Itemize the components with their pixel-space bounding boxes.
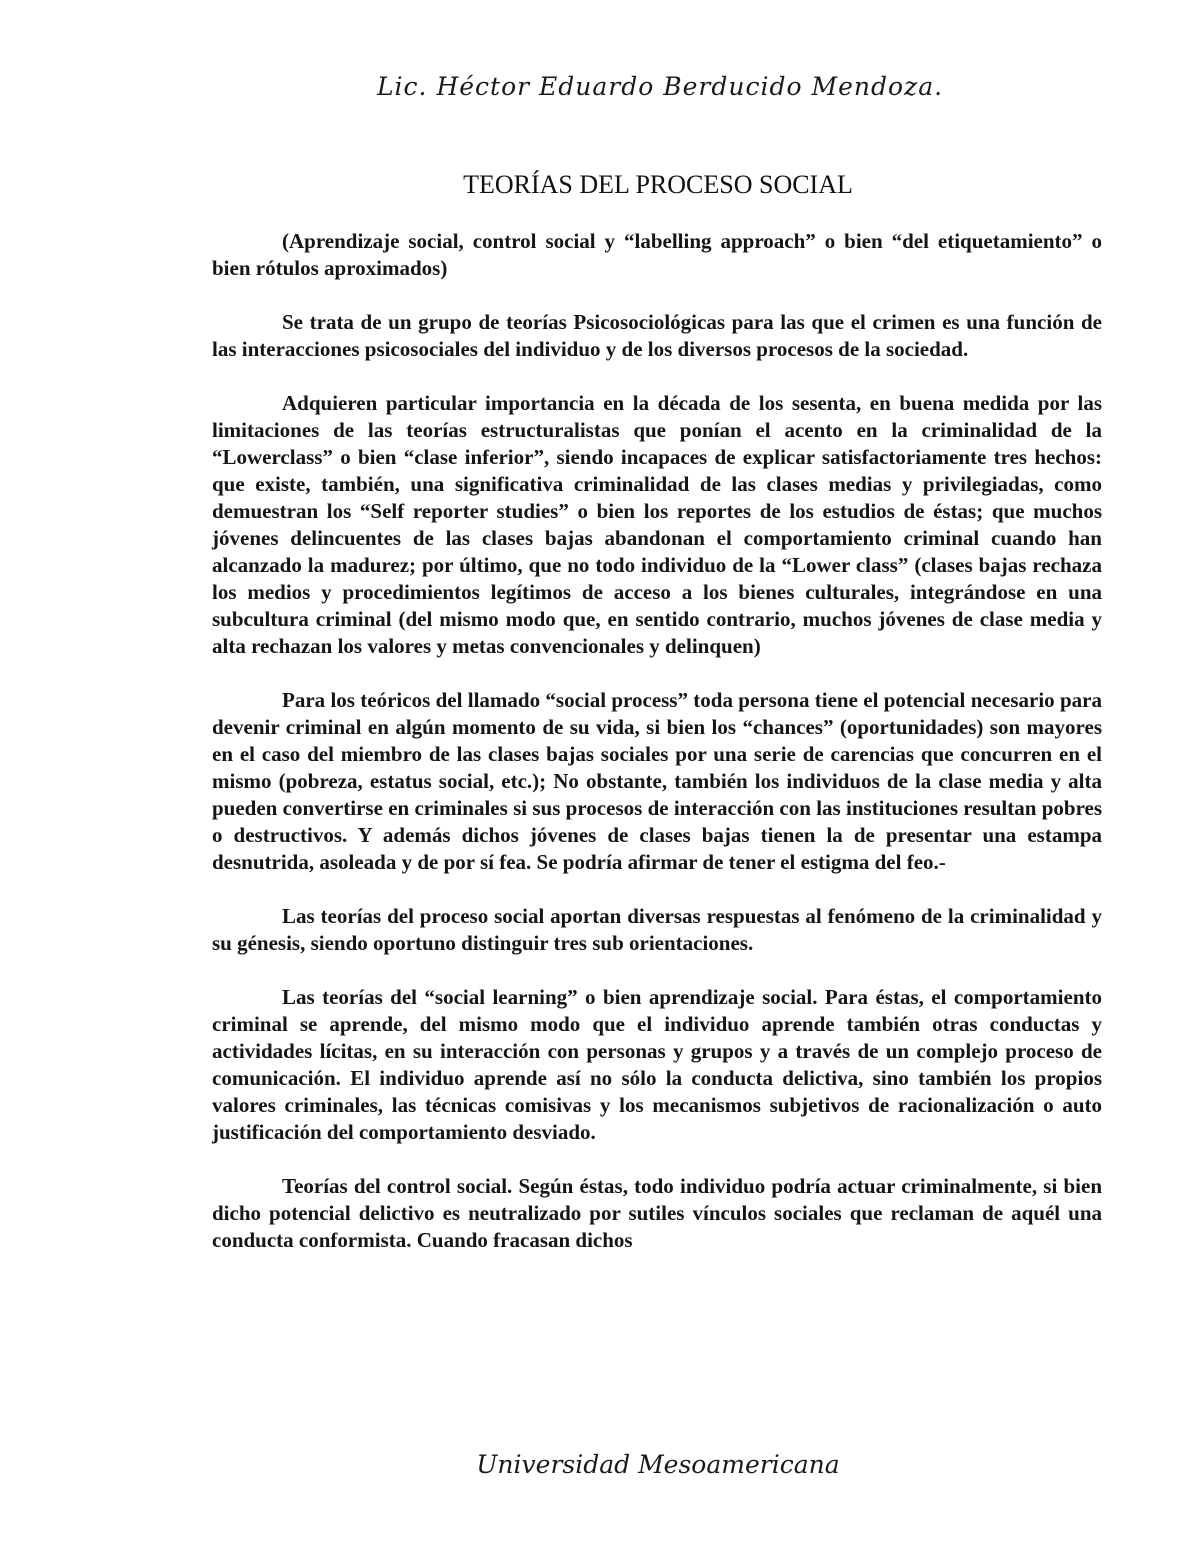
document-title: TEORÍAS DEL PROCESO SOCIAL <box>463 170 853 199</box>
footer-institution: Universidad Mesoamericana <box>476 1450 840 1479</box>
header-author: Lic. Héctor Eduardo Berducido Mendoza. <box>376 72 944 101</box>
paragraph: Se trata de un grupo de teorías Psicosociológicas para las que el crimen es una función de las interacciones psicosociales del individuo y de los diversos procesos de la sociedad. <box>212 310 1102 361</box>
paragraph: Teorías del control social. Según éstas, todo individuo podría actuar criminalmente, si bien dicho potencial delictivo es neutralizado por sutiles vínculos sociales que reclaman de aquél una conducta conformista. Cuando fracasan dichos <box>212 1174 1102 1252</box>
paragraph: Para los teóricos del llamado “social process” toda persona tiene el potencial necesario para devenir criminal en algún momento de su vida, si bien los “chances” (oportunidades) son mayores en el caso del miembro de las clases bajas sociales por una serie de carencias que concurren en el mismo (pobreza, estatus social, etc.); No obstante, también los individuos de la clase media y alta pueden convertirse en criminales si sus procesos de interacción con las instituciones resultan pobres o destructivos. Y además dichos jóvenes de clases bajas tienen la de presentar una estampa desnutrida, asoleada y de por sí fea. Se podría afirmar de tener el estigma del feo.- <box>212 688 1102 874</box>
paragraph: Adquieren particular importancia en la década de los sesenta, en buena medida por las limitaciones de las teorías estructuralistas que ponían el acento en la criminalidad de la “Lowerclass” o bien “clase inferior”, siendo incapaces de explicar satisfactoriamente tres hechos: que existe, también, una significativa criminalidad de las clases medias y privilegiadas, como demuestran los “Self reporter studies” o bien los reportes de los estudios de éstas; que muchos jóvenes delincuentes de las clases bajas abandonan el comportamiento criminal cuando han alcanzado la madurez; por último, que no todo individuo de la “Lower class” (clases bajas rechaza los medios y procedimientos legítimos de acceso a los bienes culturales, integrándose en una subcultura criminal (del mismo modo que, en sentido contrario, muchos jóvenes de clase media y alta rechazan los valores y metas convencionales y delinquen) <box>212 391 1102 658</box>
paragraph: Las teorías del “social learning” o bien aprendizaje social. Para éstas, el comportamiento criminal se aprende, del mismo modo que el individuo aprende también otras conductas y actividades lícitas, en su interacción con personas y grupos y a través de un complejo proceso de comunicación. El individuo aprende así no sólo la conducta delictiva, sino también los propios valores criminales, las técnicas comisivas y los mecanismos subjetivos de racionalización o auto justificación del comportamiento desviado. <box>212 985 1102 1144</box>
paragraph: Las teorías del proceso social aportan diversas respuestas al fenómeno de la criminalidad y su génesis, siendo oportuno distinguir tres sub orientaciones. <box>212 904 1102 955</box>
document-body <box>212 228 1102 1254</box>
paragraph-subtitle: (Aprendizaje social, control social y “labelling approach” o bien “del etiquetamiento” o bien rótulos aproximados) <box>212 229 1102 280</box>
